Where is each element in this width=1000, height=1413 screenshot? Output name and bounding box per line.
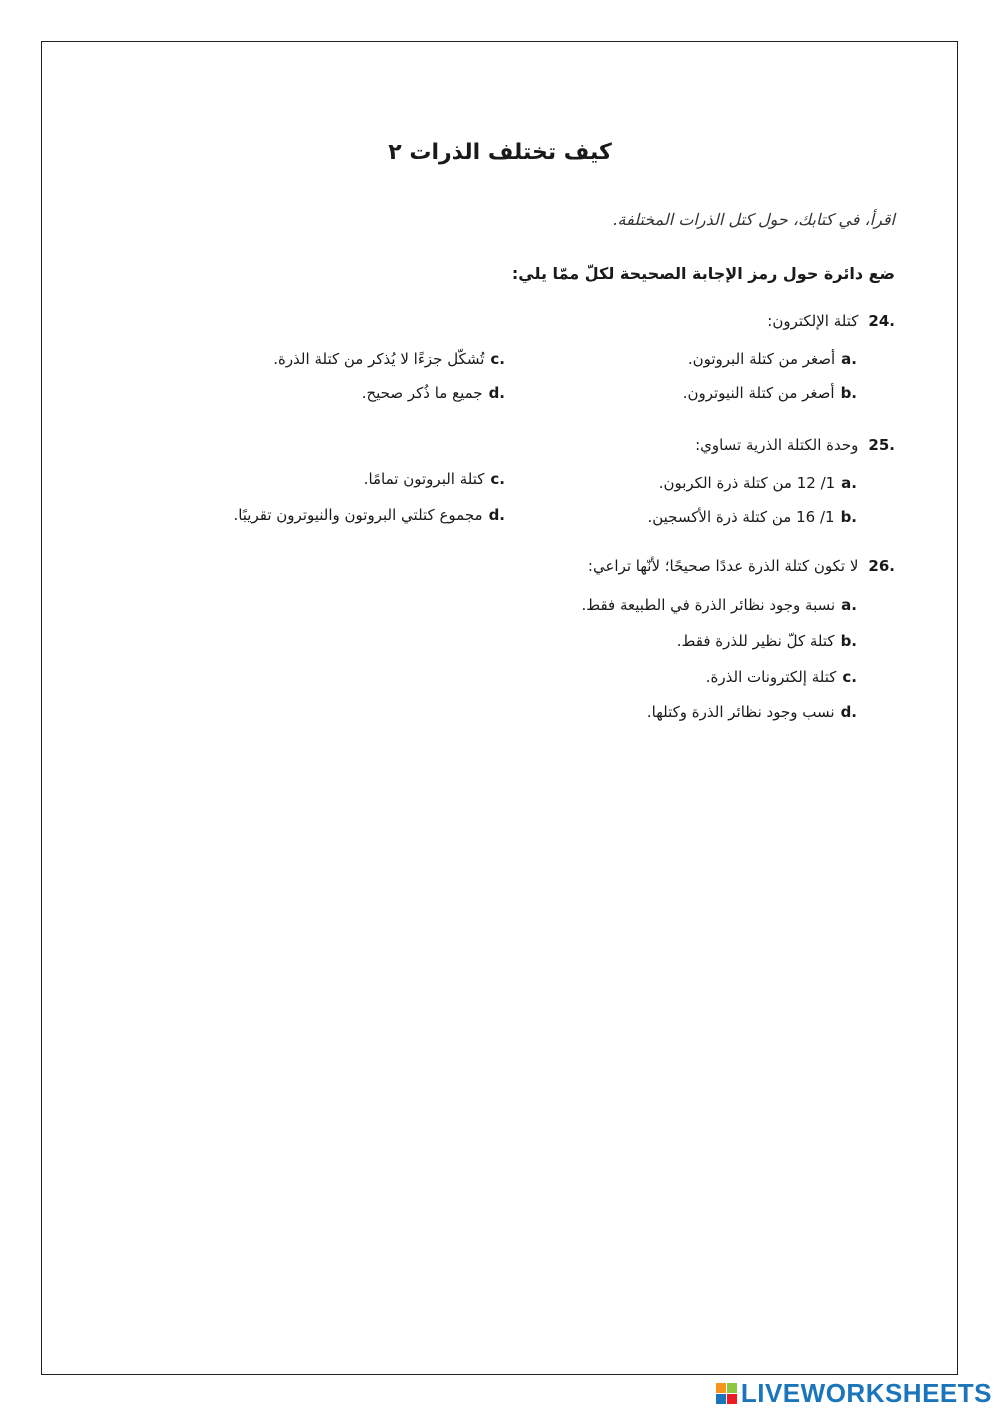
question-25 — [695, 436, 895, 454]
q25-option-d[interactable] — [233, 506, 505, 524]
worksheet-title: كيف تختلف الذرات ٢ — [388, 140, 612, 165]
question-number: 24. — [868, 312, 895, 330]
q25-option-a[interactable] — [659, 474, 857, 492]
option-letter: c. — [490, 470, 505, 488]
option-letter: c. — [842, 668, 857, 686]
option-text: كتلة البروتون تمامًا. — [363, 470, 485, 488]
option-text: نسبة وجود نظائر الذرة في الطبيعة فقط. — [581, 596, 836, 614]
question-26 — [588, 557, 895, 575]
option-letter: c. — [490, 350, 505, 368]
logo-square — [716, 1394, 726, 1404]
option-text: جميع ما ذُكر صحيح. — [361, 384, 483, 402]
option-text: نسب وجود نظائر الذرة وكتلها. — [646, 703, 835, 721]
option-letter: a. — [841, 350, 857, 368]
q24-option-c[interactable] — [273, 350, 505, 368]
logo-square — [727, 1394, 737, 1404]
logo-square — [716, 1383, 726, 1393]
q25-option-b[interactable] — [647, 508, 857, 526]
circle-instruction: ضع دائرة حول رمز الإجابة الصحيحة لكلّ ممّا يلي: — [511, 264, 895, 283]
question-text: لا تكون كتلة الذرة عددًا صحيحًا؛ لأنّها تراعي: — [587, 557, 859, 575]
option-text: مجموع كتلتي البروتون والنيوترون تقريبًا. — [233, 506, 483, 524]
question-text: كتلة الإلكترون: — [767, 312, 859, 330]
option-text: 1/ 12 من كتلة ذرة الكربون. — [658, 474, 836, 492]
q26-option-b[interactable] — [677, 632, 857, 650]
option-text: تُشكّل جزءًا لا يُذكر من كتلة الذرة. — [273, 350, 485, 368]
q24-option-d[interactable] — [362, 384, 505, 402]
option-letter: b. — [840, 508, 857, 526]
option-text: أصغر من كتلة البروتون. — [687, 350, 836, 368]
q24-option-a[interactable] — [688, 350, 857, 368]
question-number: 25. — [868, 436, 895, 454]
option-letter: d. — [840, 703, 857, 721]
option-letter: d. — [488, 384, 505, 402]
option-letter: b. — [840, 384, 857, 402]
option-letter: a. — [841, 596, 857, 614]
q26-option-d[interactable] — [647, 703, 857, 721]
q26-option-a[interactable] — [581, 596, 857, 614]
question-number: 26. — [868, 557, 895, 575]
option-letter: d. — [488, 506, 505, 524]
option-letter: a. — [841, 474, 857, 492]
q24-option-b[interactable] — [683, 384, 857, 402]
option-text: 1/ 16 من كتلة ذرة الأكسجين. — [647, 508, 835, 526]
liveworksheets-logo[interactable] — [716, 1378, 992, 1409]
reading-instruction: اقرأ، في كتابك، حول كتل الذرات المختلفة. — [612, 210, 895, 229]
question-text: وحدة الكتلة الذرية تساوي: — [695, 436, 859, 454]
option-text: أصغر من كتلة النيوترون. — [682, 384, 835, 402]
option-text: كتلة إلكترونات الذرة. — [705, 668, 837, 686]
option-text: كتلة كلّ نظير للذرة فقط. — [676, 632, 835, 650]
logo-grid-icon — [716, 1383, 737, 1404]
logo-text: LIVEWORKSHEETS — [740, 1378, 992, 1408]
question-24 — [767, 312, 895, 330]
logo-square — [727, 1383, 737, 1393]
option-letter: b. — [840, 632, 857, 650]
q26-option-c[interactable] — [706, 668, 857, 686]
q25-option-c[interactable] — [364, 470, 505, 488]
